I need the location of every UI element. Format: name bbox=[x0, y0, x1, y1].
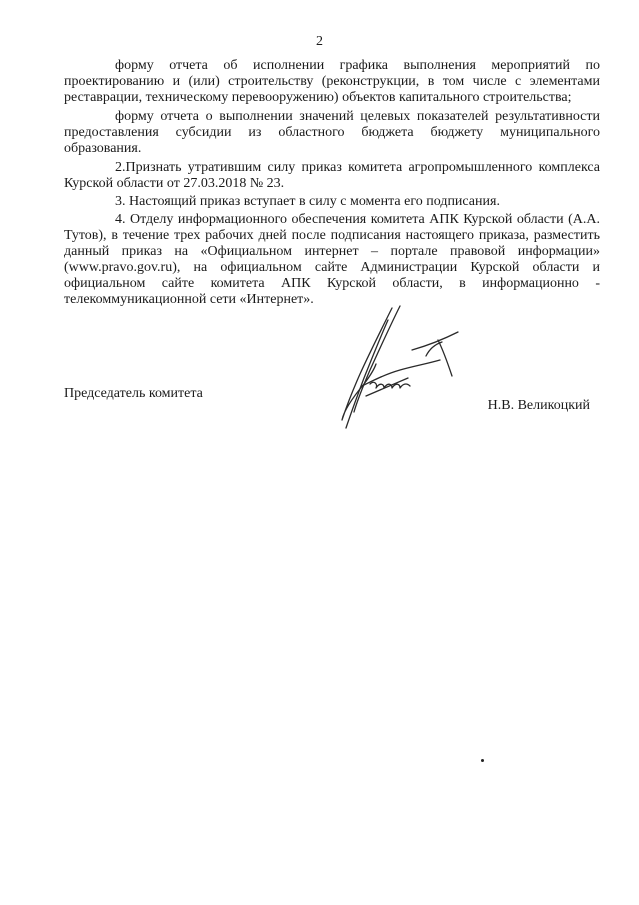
handwritten-signature bbox=[330, 300, 470, 435]
paragraph-report-form-indicators: форму отчета о выполнении значений целевых показателей результативности предоставления субсидии из областного бюджета бюджету муниципального образования. bbox=[64, 109, 600, 156]
paragraph-revoke-order: 2.Признать утратившим силу приказ комитета агропромышленного комплекса Курской области от 27.03.2018 № 23. bbox=[64, 160, 600, 191]
page-number: 2 bbox=[316, 34, 323, 49]
signer-position: Председатель комитета bbox=[64, 386, 203, 401]
paragraph-effective-date: 3. Настоящий приказ вступает в силу с момента его подписания. bbox=[115, 194, 500, 209]
signer-name: Н.В. Великоцкий bbox=[487, 398, 590, 413]
scan-speck bbox=[481, 759, 484, 762]
document-body bbox=[64, 58, 600, 308]
paragraph-publication-instruction: 4. Отделу информационного обеспечения комитета АПК Курской области (А.А. Тутов), в течение трех рабочих дней после подписания настоящего приказа, разместить данный приказ на «Официальном интернет – портале правовой информации» (www.pravo.gov.ru), на официальном сайте Администрации Курской области и официальном сайте комитета АПК Курской области, в информационно - телекоммуникационной сети «Интернет». bbox=[64, 212, 600, 307]
paragraph-report-form-schedule: форму отчета об исполнении графика выполнения мероприятий по проектированию и (или) строительству (реконструкции, в том числе с элементами реставрации, техническому перевооружению) объектов капитального строительства; bbox=[64, 58, 600, 105]
